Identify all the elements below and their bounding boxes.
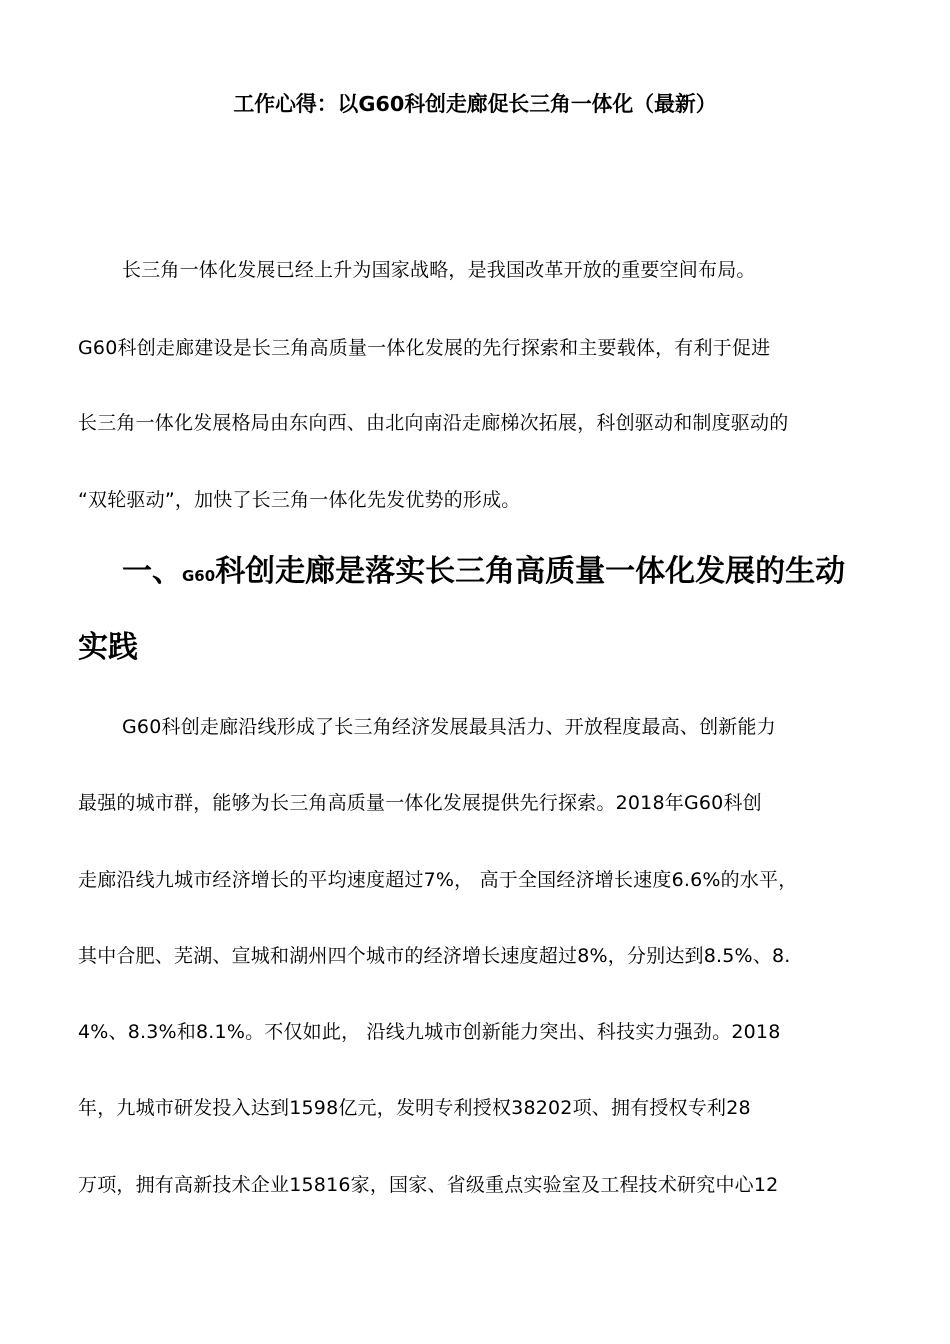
intro-line-4: “双轮驱动”，加快了长三角一体化先发优势的形成。 <box>78 489 521 511</box>
section-heading-1 <box>122 552 845 596</box>
body-line-7: 万项，拥有高新技术企业15816家，国家、省级重点实验室及工程技术研究中心12 <box>78 1174 779 1196</box>
intro-line-3: 长三角一体化发展格局由东向西、由北向南沿走廊梯次拓展，科创驱动和制度驱动的 <box>78 412 789 434</box>
body-line-3: 走廊沿线九城市经济增长的平均速度超过7%， 高于全国经济增长速度6.6%的水平， <box>78 869 798 891</box>
section-heading-prefix: 一、 <box>122 554 182 589</box>
intro-line-2: G60科创走廊建设是长三角高质量一体化发展的先行探索和主要载体，有利于促进 <box>78 337 771 359</box>
body-line-5: 4%、8.3%和8.1%。不仅如此， 沿线九城市创新能力突出、科技实力强劲。2018 <box>78 1021 781 1043</box>
section-heading-1-line2: 实践 <box>78 630 138 665</box>
body-line-2: 最强的城市群，能够为长三角高质量一体化发展提供先行探索。2018年G60科创 <box>78 792 762 814</box>
intro-line-1: 长三角一体化发展已经上升为国家战略，是我国改革开放的重要空间布局。 <box>122 259 756 281</box>
document-title: 工作心得：以G60科创走廊促长三角一体化（最新） <box>233 92 717 116</box>
body-line-6: 年，九城市研发投入达到1598亿元，发明专利授权38202项、拥有授权专利28 <box>78 1097 751 1119</box>
body-line-4: 其中合肥、芜湖、宣城和湖州四个城市的经济增长速度超过8%，分别达到8.5%、8. <box>78 945 791 967</box>
body-line-1: G60科创走廊沿线形成了长三角经济发展最具活力、开放程度最高、创新能力 <box>122 716 776 738</box>
section-heading-code: G60 <box>182 567 216 585</box>
section-heading-text: 科创走廊是落实长三角高质量一体化发展的生动 <box>215 554 846 589</box>
